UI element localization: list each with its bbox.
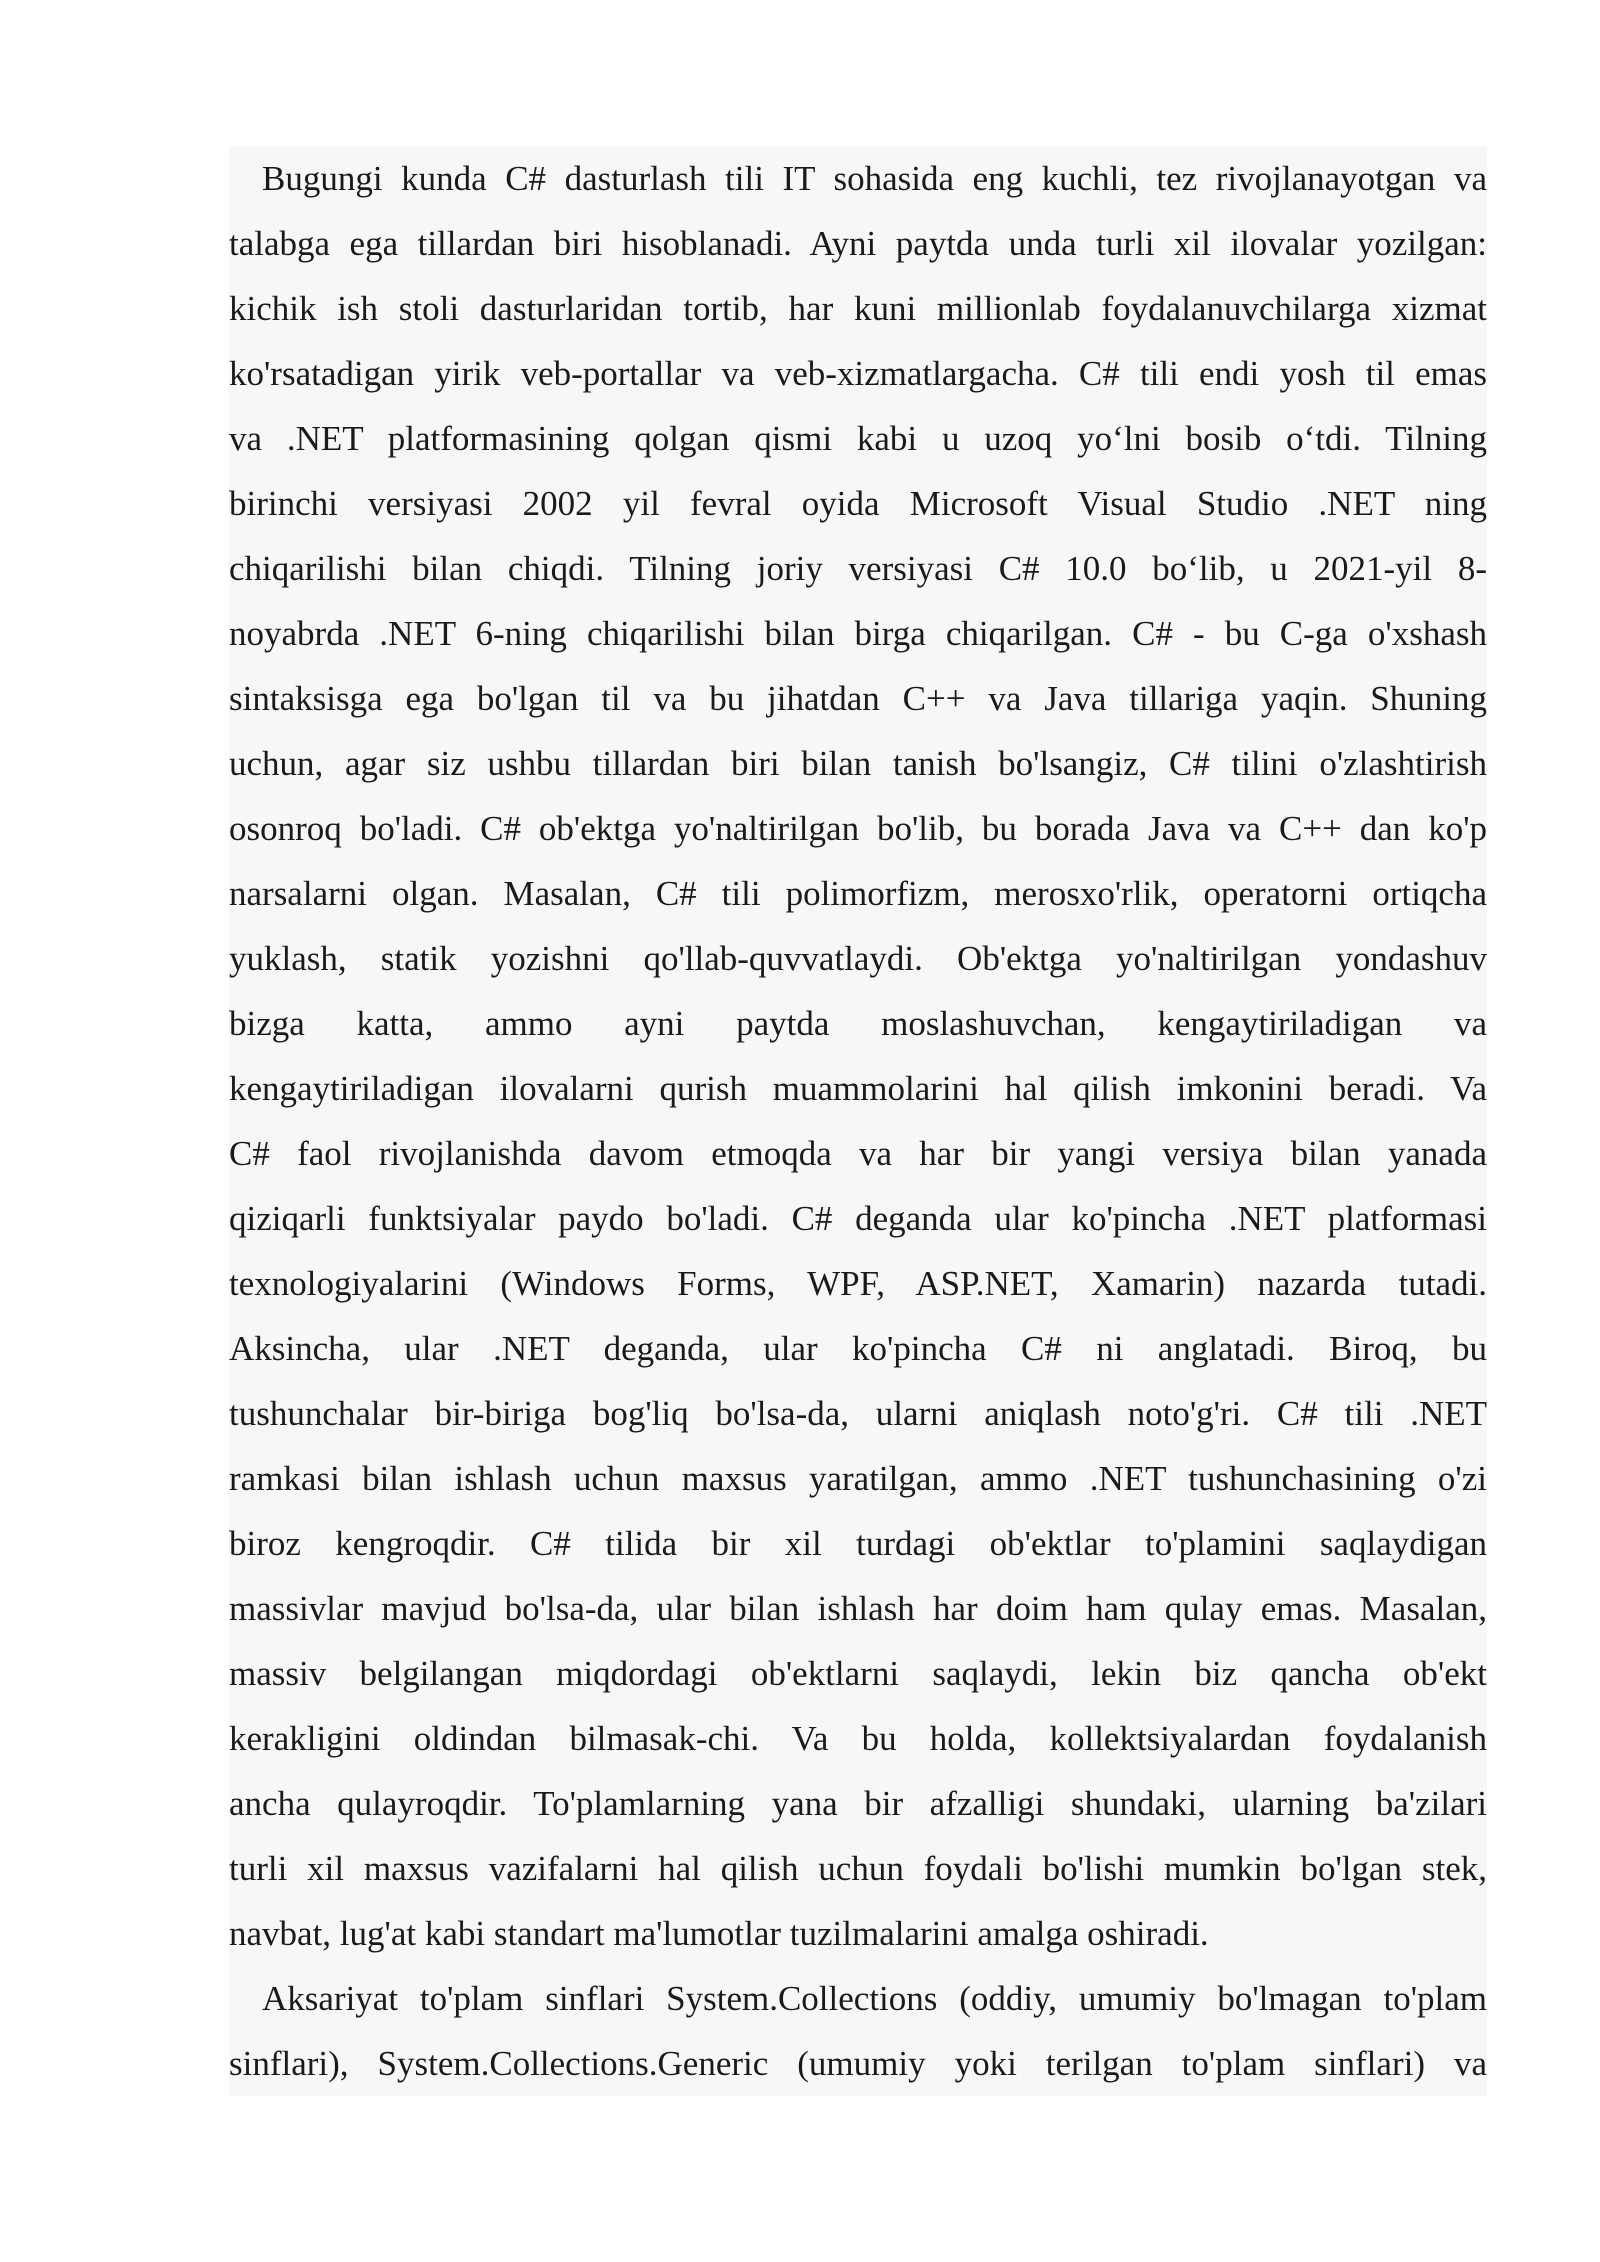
- text-line: ko'rsatadigan yirik veb-portallar va veb-xizmatlargacha. C# tili endi yosh til emas: [229, 354, 1487, 393]
- text-line: qiziqarli funktsiyalar paydo bo'ladi. C# deganda ular ko'pincha .NET platformasi: [229, 1199, 1487, 1238]
- text-line: osonroq bo'ladi. C# ob'ektga yo'naltirilgan bo'lib, bu borada Java va C++ dan ko'p: [229, 809, 1487, 848]
- text-line: ancha qulayroqdir. To'plamlarning yana bir afzalligi shundaki, ularning ba'zilari: [229, 1784, 1487, 1823]
- text-line: yuklash, statik yozishni qo'llab-quvvatlaydi. Ob'ektga yo'naltirilgan yondashuv: [229, 939, 1487, 978]
- text-line: narsalarni olgan. Masalan, C# tili polimorfizm, merosxo'rlik, operatorni ortiqcha: [229, 874, 1487, 913]
- text-line: turli xil maxsus vazifalarni hal qilish uchun foydali bo'lishi mumkin bo'lgan stek,: [229, 1849, 1487, 1888]
- text-line: sinflari), System.Collections.Generic (umumiy yoki terilgan to'plam sinflari) va: [229, 2044, 1487, 2083]
- text-line: kichik ish stoli dasturlaridan tortib, har kuni millionlab foydalanuvchilarga xizmat: [229, 289, 1487, 328]
- text-line: Bugungi kunda C# dasturlash tili IT sohasida eng kuchli, tez rivojlanayotgan va: [262, 159, 1487, 198]
- text-line: uchun, agar siz ushbu tillardan biri bilan tanish bo'lsangiz, C# tilini o'zlashtirish: [229, 744, 1487, 783]
- text-line: talabga ega tillardan biri hisoblanadi. Ayni paytda unda turli xil ilovalar yozilgan:: [229, 224, 1487, 263]
- text-line: massiv belgilangan miqdordagi ob'ektlarni saqlaydi, lekin biz qancha ob'ekt: [229, 1654, 1487, 1693]
- text-line: Aksincha, ular .NET deganda, ular ko'pincha C# ni anglatadi. Biroq, bu: [229, 1329, 1487, 1368]
- body-text: [229, 146, 1487, 2096]
- text-line: texnologiyalarini (Windows Forms, WPF, ASP.NET, Xamarin) nazarda tutadi.: [229, 1264, 1487, 1303]
- text-line: noyabrda .NET 6-ning chiqarilishi bilan birga chiqarilgan. C# - bu C-ga o'xshash: [229, 614, 1487, 653]
- text-line: kengaytiriladigan ilovalarni qurish muammolarini hal qilish imkonini beradi. Va: [229, 1069, 1487, 1108]
- text-line: navbat, lug'at kabi standart ma'lumotlar tuzilmalarini amalga oshiradi.: [229, 1914, 1209, 1953]
- text-line: birinchi versiyasi 2002 yil fevral oyida Microsoft Visual Studio .NET ning: [229, 484, 1487, 523]
- text-line: chiqarilishi bilan chiqdi. Tilning joriy versiyasi C# 10.0 bo‘lib, u 2021-yil 8-: [229, 549, 1487, 588]
- text-line: sintaksisga ega bo'lgan til va bu jihatdan C++ va Java tillariga yaqin. Shuning: [229, 679, 1487, 718]
- text-line: va .NET platformasining qolgan qismi kabi u uzoq yo‘lni bosib o‘tdi. Tilning: [229, 419, 1487, 458]
- text-line: C# faol rivojlanishda davom etmoqda va har bir yangi versiya bilan yanada: [229, 1134, 1487, 1173]
- text-line: massivlar mavjud bo'lsa-da, ular bilan ishlash har doim ham qulay emas. Masalan,: [229, 1589, 1487, 1628]
- text-line: tushunchalar bir-biriga bog'liq bo'lsa-da, ularni aniqlash noto'g'ri. C# tili .NET: [229, 1394, 1487, 1433]
- text-line: bizga katta, ammo ayni paytda moslashuvchan, kengaytiriladigan va: [229, 1004, 1487, 1043]
- text-line: biroz kengroqdir. C# tilida bir xil turdagi ob'ektlar to'plamini saqlaydigan: [229, 1524, 1487, 1563]
- text-line: Aksariyat to'plam sinflari System.Collections (oddiy, umumiy bo'lmagan to'plam: [262, 1979, 1487, 2018]
- text-line: ramkasi bilan ishlash uchun maxsus yaratilgan, ammo .NET tushunchasining o'zi: [229, 1459, 1487, 1498]
- text-line: kerakligini oldindan bilmasak-chi. Va bu holda, kollektsiyalardan foydalanish: [229, 1719, 1487, 1758]
